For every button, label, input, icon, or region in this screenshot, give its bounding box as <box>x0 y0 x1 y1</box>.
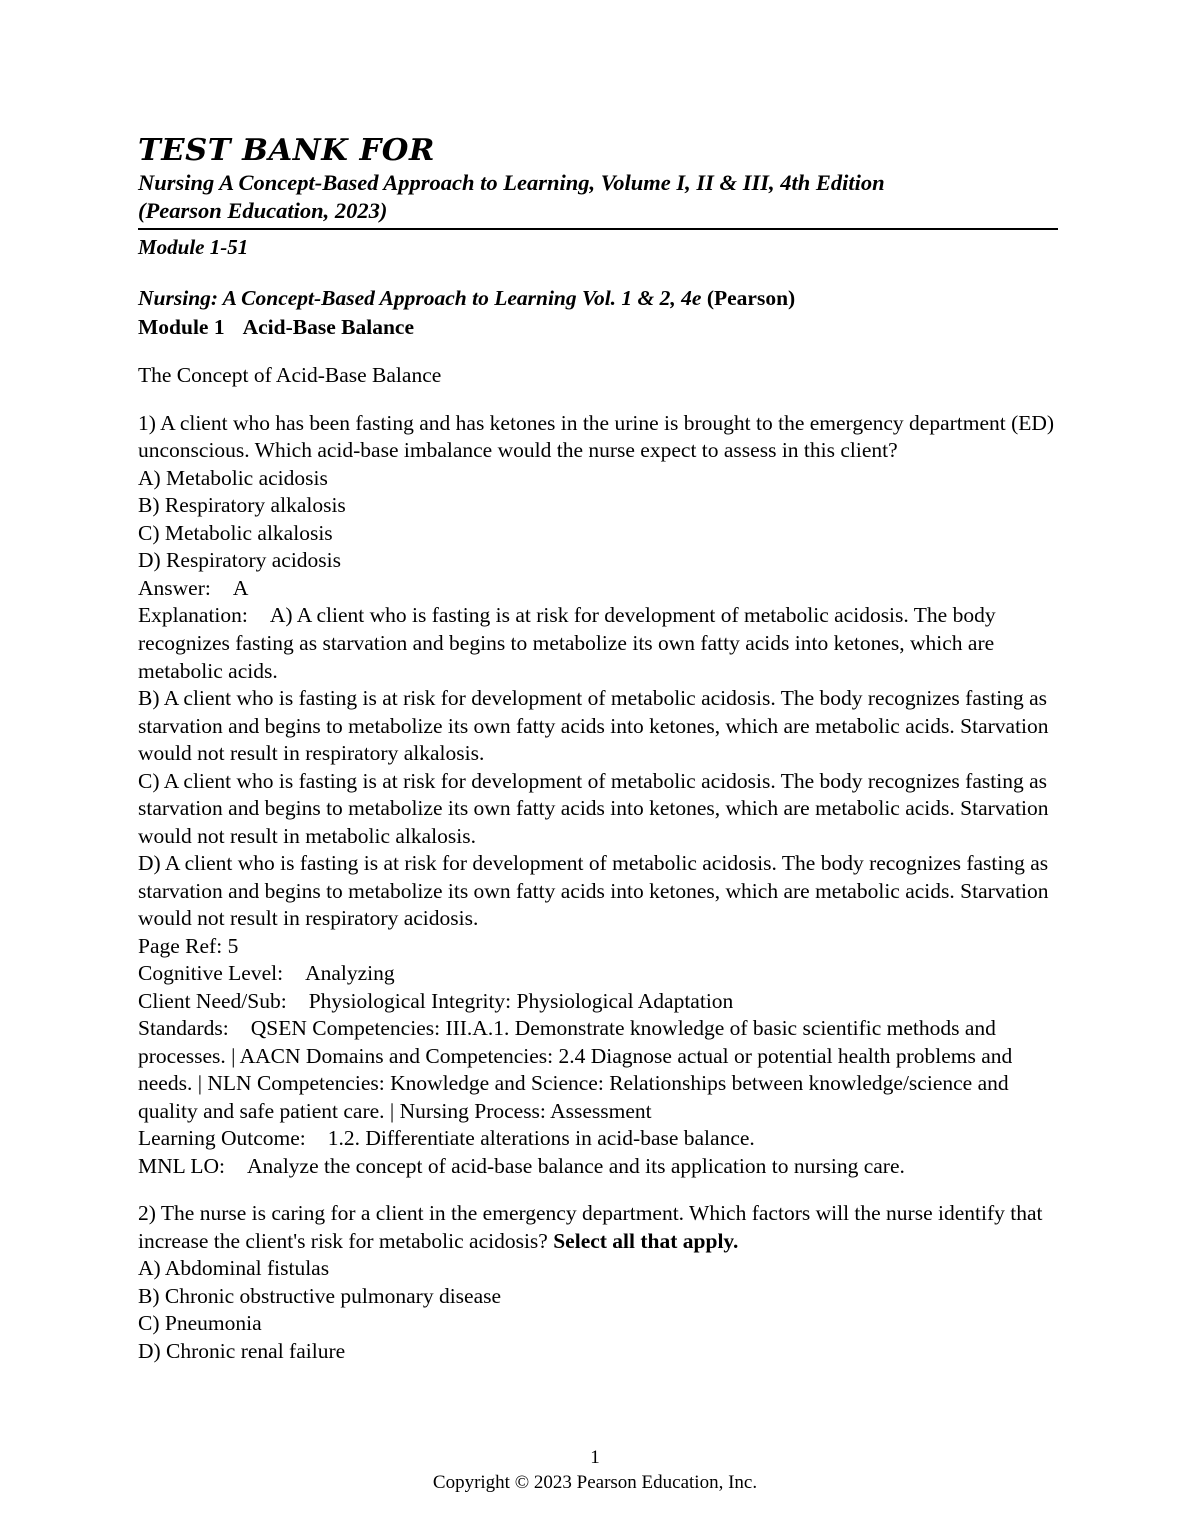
book-reference-italic: Nursing: A Concept-Based Approach to Learning Vol. 1 & 2, 4e <box>138 286 702 311</box>
meta-value: Analyze the concept of acid-base balance and its application to nursing care. <box>247 1153 905 1178</box>
question-2-option-d: D) Chronic renal failure <box>138 1338 346 1363</box>
book-title-line-2: (Pearson Education, 2023) <box>138 198 388 224</box>
module-range: Module 1-51 <box>138 235 249 260</box>
meta-value: QSEN Competencies: III.A.1. Demonstrate knowledge of basic scientific methods and processes. | AACN Domains and Competencies: 2.4 Diagnose actual or potential health problems and needs. | NLN Competencies: Knowledge and Science: Relationships between knowledge/science and quality and safe patient care. | Nursing Process: Assessment <box>138 1016 1013 1123</box>
question-2-stem-text: 2) The nurse is caring for a client in the emergency department. Which factors will the nurse identify that increase the client's risk for metabolic acidosis? <box>138 1201 1043 1253</box>
meta-value: Physiological Integrity: Physiological Adaptation <box>308 988 734 1013</box>
question-2-stem <box>138 1200 1058 1255</box>
question-2-option-b: B) Chronic obstructive pulmonary disease <box>138 1283 502 1308</box>
question-2-stem-emphasis: Select all that apply. <box>553 1228 739 1253</box>
question-1-meta-client-need <box>138 988 1058 1016</box>
meta-label: Standards: <box>138 1016 229 1041</box>
module-heading-number: Module 1 <box>138 315 225 340</box>
test-bank-title: TEST BANK FOR <box>138 133 435 168</box>
spacer <box>138 1180 1058 1200</box>
question-1-answer <box>138 575 1058 603</box>
meta-label: Learning Outcome: <box>138 1126 306 1151</box>
page-footer <box>0 1445 1190 1496</box>
module-heading-topic: Acid-Base Balance <box>242 315 415 340</box>
meta-label: Client Need/Sub: <box>138 988 287 1013</box>
meta-value: Analyzing <box>305 961 395 986</box>
question-1-meta-learning-outcome <box>138 1125 1058 1153</box>
header-divider <box>138 228 1058 230</box>
copyright-notice: Copyright © 2023 Pearson Education, Inc. <box>432 1472 758 1494</box>
meta-label: Page Ref: <box>138 933 223 958</box>
page-number: 1 <box>590 1446 600 1468</box>
question-2-option-a: A) Abdominal fistulas <box>138 1256 330 1281</box>
answer-label: Answer: <box>138 575 211 600</box>
question-1-option-d: D) Respiratory acidosis <box>138 548 342 573</box>
meta-label: Cognitive Level: <box>138 961 284 986</box>
book-reference-line <box>138 285 1058 313</box>
spacer <box>138 342 1058 362</box>
question-1-meta-standards <box>138 1015 1058 1125</box>
spacer <box>138 390 1058 410</box>
page-content <box>138 135 1058 1365</box>
question-1-explanation-c: C) A client who is fasting is at risk for development of metabolic acidosis. The body recognizes fasting as starvation and begins to metabolize its own fatty acids into ketones, which are metabolic acids. Starvation would not result in metabolic alkalosis. <box>138 768 1049 848</box>
question-1-meta-mnl-lo <box>138 1153 1058 1181</box>
meta-value: 1.2. Differentiate alterations in acid-base balance. <box>327 1126 755 1151</box>
question-1-option-b: B) Respiratory alkalosis <box>138 493 346 518</box>
meta-value: 5 <box>227 933 239 958</box>
question-1-explanation-a <box>138 602 1058 685</box>
question-1-option-a: A) Metabolic acidosis <box>138 465 328 490</box>
book-title-line-1: Nursing A Concept-Based Approach to Learning, Volume I, II & III, 4th Edition <box>138 169 885 195</box>
answer-value: A <box>232 575 249 600</box>
module-heading <box>138 313 1058 342</box>
explanation-label: Explanation: <box>138 603 248 628</box>
question-1-meta-page-ref <box>138 933 1058 961</box>
question-1-explanation-d: D) A client who is fasting is at risk for development of metabolic acidosis. The body recognizes fasting as starvation and begins to metabolize its own fatty acids into ketones, which are metabolic acids. Starvation would not result in respiratory acidosis. <box>138 851 1049 931</box>
question-2-option-c: C) Pneumonia <box>138 1311 262 1336</box>
question-1-stem: 1) A client who has been fasting and has ketones in the urine is brought to the emergency department (ED) unconscious. Which acid-base imbalance would the nurse expect to assess in this client? <box>138 410 1055 463</box>
spacer <box>138 261 1058 285</box>
question-1-explanation-b: B) A client who is fasting is at risk for development of metabolic acidosis. The body recognizes fasting as starvation and begins to metabolize its own fatty acids into ketones, which are metabolic acids. Starvation would not result in respiratory alkalosis. <box>138 686 1049 766</box>
concept-line: The Concept of Acid-Base Balance <box>138 363 442 388</box>
book-reference-publisher: (Pearson) <box>706 286 796 311</box>
explanation-text-a: A) A client who is fasting is at risk for development of metabolic acidosis. The body recognizes fasting as starvation and begins to metabolize its own fatty acids into ketones, which are metabolic acids. <box>138 603 996 683</box>
meta-label: MNL LO: <box>138 1153 225 1178</box>
question-1-meta-cognitive-level <box>138 960 1058 988</box>
question-1-option-c: C) Metabolic alkalosis <box>138 520 333 545</box>
